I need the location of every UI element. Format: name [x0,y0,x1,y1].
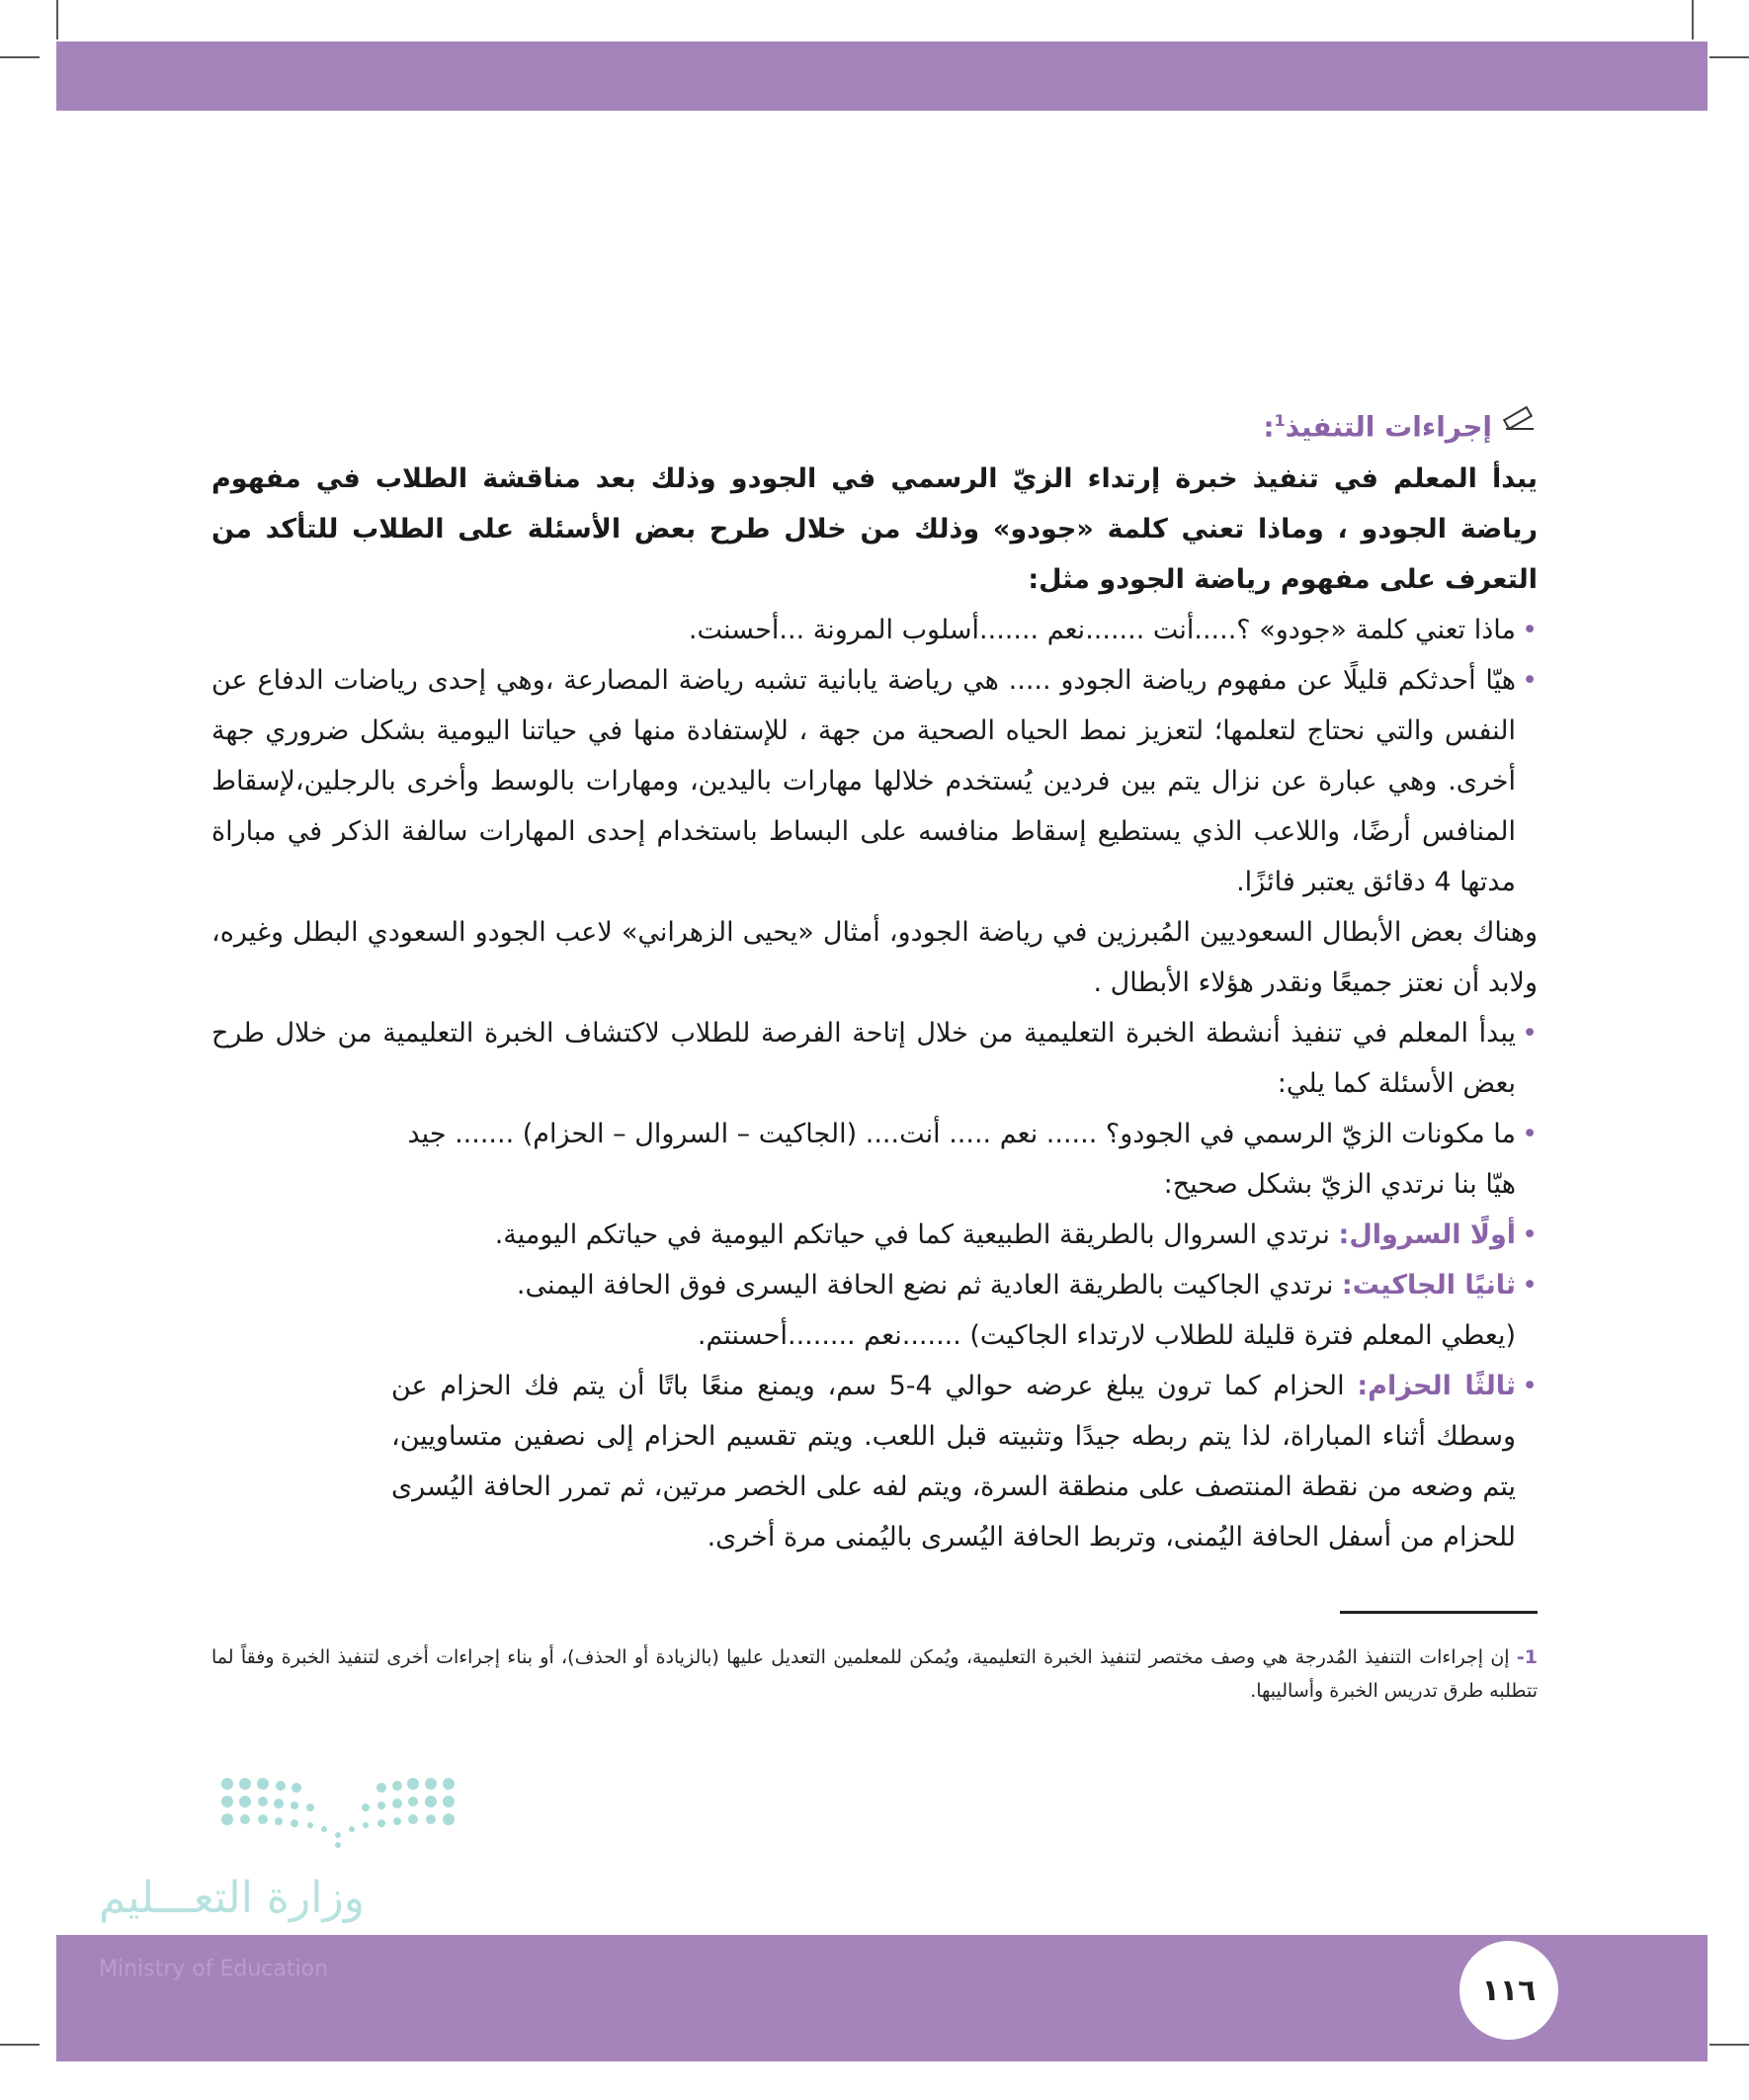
step-label: ثانيًا الجاكيت: [1341,1270,1516,1302]
list-item [391,1260,1538,1310]
crop-mark [0,56,40,58]
crop-mark [0,2044,40,2046]
section-title-colon: : [1263,410,1275,444]
pencil-icon [1502,398,1538,449]
step-label: ثالثًا الحزام: [1357,1371,1516,1402]
list-item: • يبدأ المعلم في تنفيذ أنشطة الخبرة التعليمية من خلال إتاحة الفرصة للطلاب لاكتشاف الخبرة التعليمية من خلال طرح بعض الأسئلة كما يلي: [211,1008,1538,1109]
header-band [56,42,1707,111]
list-item: • ماذا تعني كلمة «جودو» ؟.....أنت .......نعم .......أسلوب المرونة ...أحسنت. [211,605,1538,655]
intro-paragraph: يبدأ المعلم في تنفيذ خبرة إرتداء الزيّ الرسمي في الجودو وذلك بعد مناقشة الطلاب في مفهوم رياضة الجودو ، وماذا تعني كلمة «جودو» وذلك من خلال طرح بعض الأسئلة على الطلاب للتأكد من التعرف على مفهوم رياضة الجودو مثل: [211,463,1538,596]
page-number: ١١٦ [1456,1937,1562,2044]
ministry-logo-dots [217,1774,464,1853]
footnote-ref: 1 [1274,411,1286,430]
list-item [391,1361,1538,1562]
section-title-text: إجراءات التنفيذ [1285,410,1492,444]
step-text: نرتدي السروال بالطريقة الطبيعية كما في حياتكم اليومية في حياتكم اليومية. [494,1219,1339,1251]
list-item [391,1210,1538,1260]
main-content [211,395,1538,1562]
crop-mark [1709,2044,1749,2046]
ministry-logo-subtitle: Ministry of Education [99,1957,329,1981]
list-item: • ما مكونات الزيّ الرسمي في الجودو؟ ...... نعم ..... أنت.... (الجاكيت – السروال – الحزام) ....... جيد [391,1109,1538,1159]
list-item: • هيّا أحدثكم قليلًا عن مفهوم رياضة الجودو ..... هي رياضة يابانية تشبه رياضة المصارعة ،وهي إحدى رياضات الدفاع عن النفس والتي نحتاج لتعلمها؛ لتعزيز نمط الحياه الصحية من جهة ، للإستفادة منها في حياتنا اليومية بشكل ضروري جهة أخرى. وهي عبارة عن نزال يتم بين فردين يُستخدم خلالها مهارات باليدين، ومهارات بالوسط وأخرى بالرجلين،لإسقاط المنافس أرضًا، واللاعب الذي يستطيع إسقاط منافسه على البساط باستخدام إحدى المهارات سالفة الذكر في مباراة مدتها 4 دقائق يعتبر فائزًا. [211,655,1538,907]
footnote [211,1640,1538,1708]
crop-mark [56,0,58,40]
list-item-continuation: هيّا بنا نرتدي الزيّ بشكل صحيح: [1163,1169,1516,1201]
step-text: نرتدي الجاكيت بالطريقة العادية ثم نضع الحافة اليسرى فوق الحافة اليمنى. [516,1270,1342,1302]
list-item-continuation: (يعطي المعلم فترة قليلة للطلاب لارتداء الجاكيت) .......نعم ........أحسنتم. [697,1320,1516,1352]
ministry-logo-text: وزارة التعـــليم [99,1873,365,1923]
step-label: أولًا السروال: [1338,1219,1516,1251]
step-text: الحزام كما ترون يبلغ عرضه حوالي 4-5 سم، ويمنع منعًا باتًا أن يتم فك الحزام عن وسطك أثناء المباراة، لذا يتم ربطه جيدًا وتثبيته قبل اللعب. ويتم تقسيم الحزام إلى نصفين متساويين، يتم وضعه من نقطة المنتصف على منطقة السرة، ويتم لفه على الخصر مرتين، ثم تمرر الحافة اليُسرى للحزام من أسفل الحافة اليُمنى، وتربط الحافة اليُسرى باليُمنى مرة أخرى. [391,1371,1516,1554]
footnote-divider [1340,1611,1538,1614]
footnote-number: 1- [1516,1646,1538,1668]
crop-mark [1709,56,1749,58]
footnote-text: إن إجراءات التنفيذ المُدرجة هي وصف مختصر لتنفيذ الخبرة التعليمية، ويُمكن للمعلمين التعديل عليها (بالزيادة أو الحذف)، أو بناء إجراءات أخرى لتنفيذ الخبرة وفقاً لما تتطلبه طرق تدريس الخبرة وأساليبها. [211,1646,1538,1702]
section-title [211,395,1538,452]
crop-mark [1692,0,1694,40]
paragraph: وهناك بعض الأبطال السعوديين المُبرزين في رياضة الجودو، أمثال «يحيى الزهراني» لاعب الجودو السعودي البطل وغيره، ولابد أن نعتز جميعًا ونقدر هؤلاء الأبطال . [211,917,1538,999]
